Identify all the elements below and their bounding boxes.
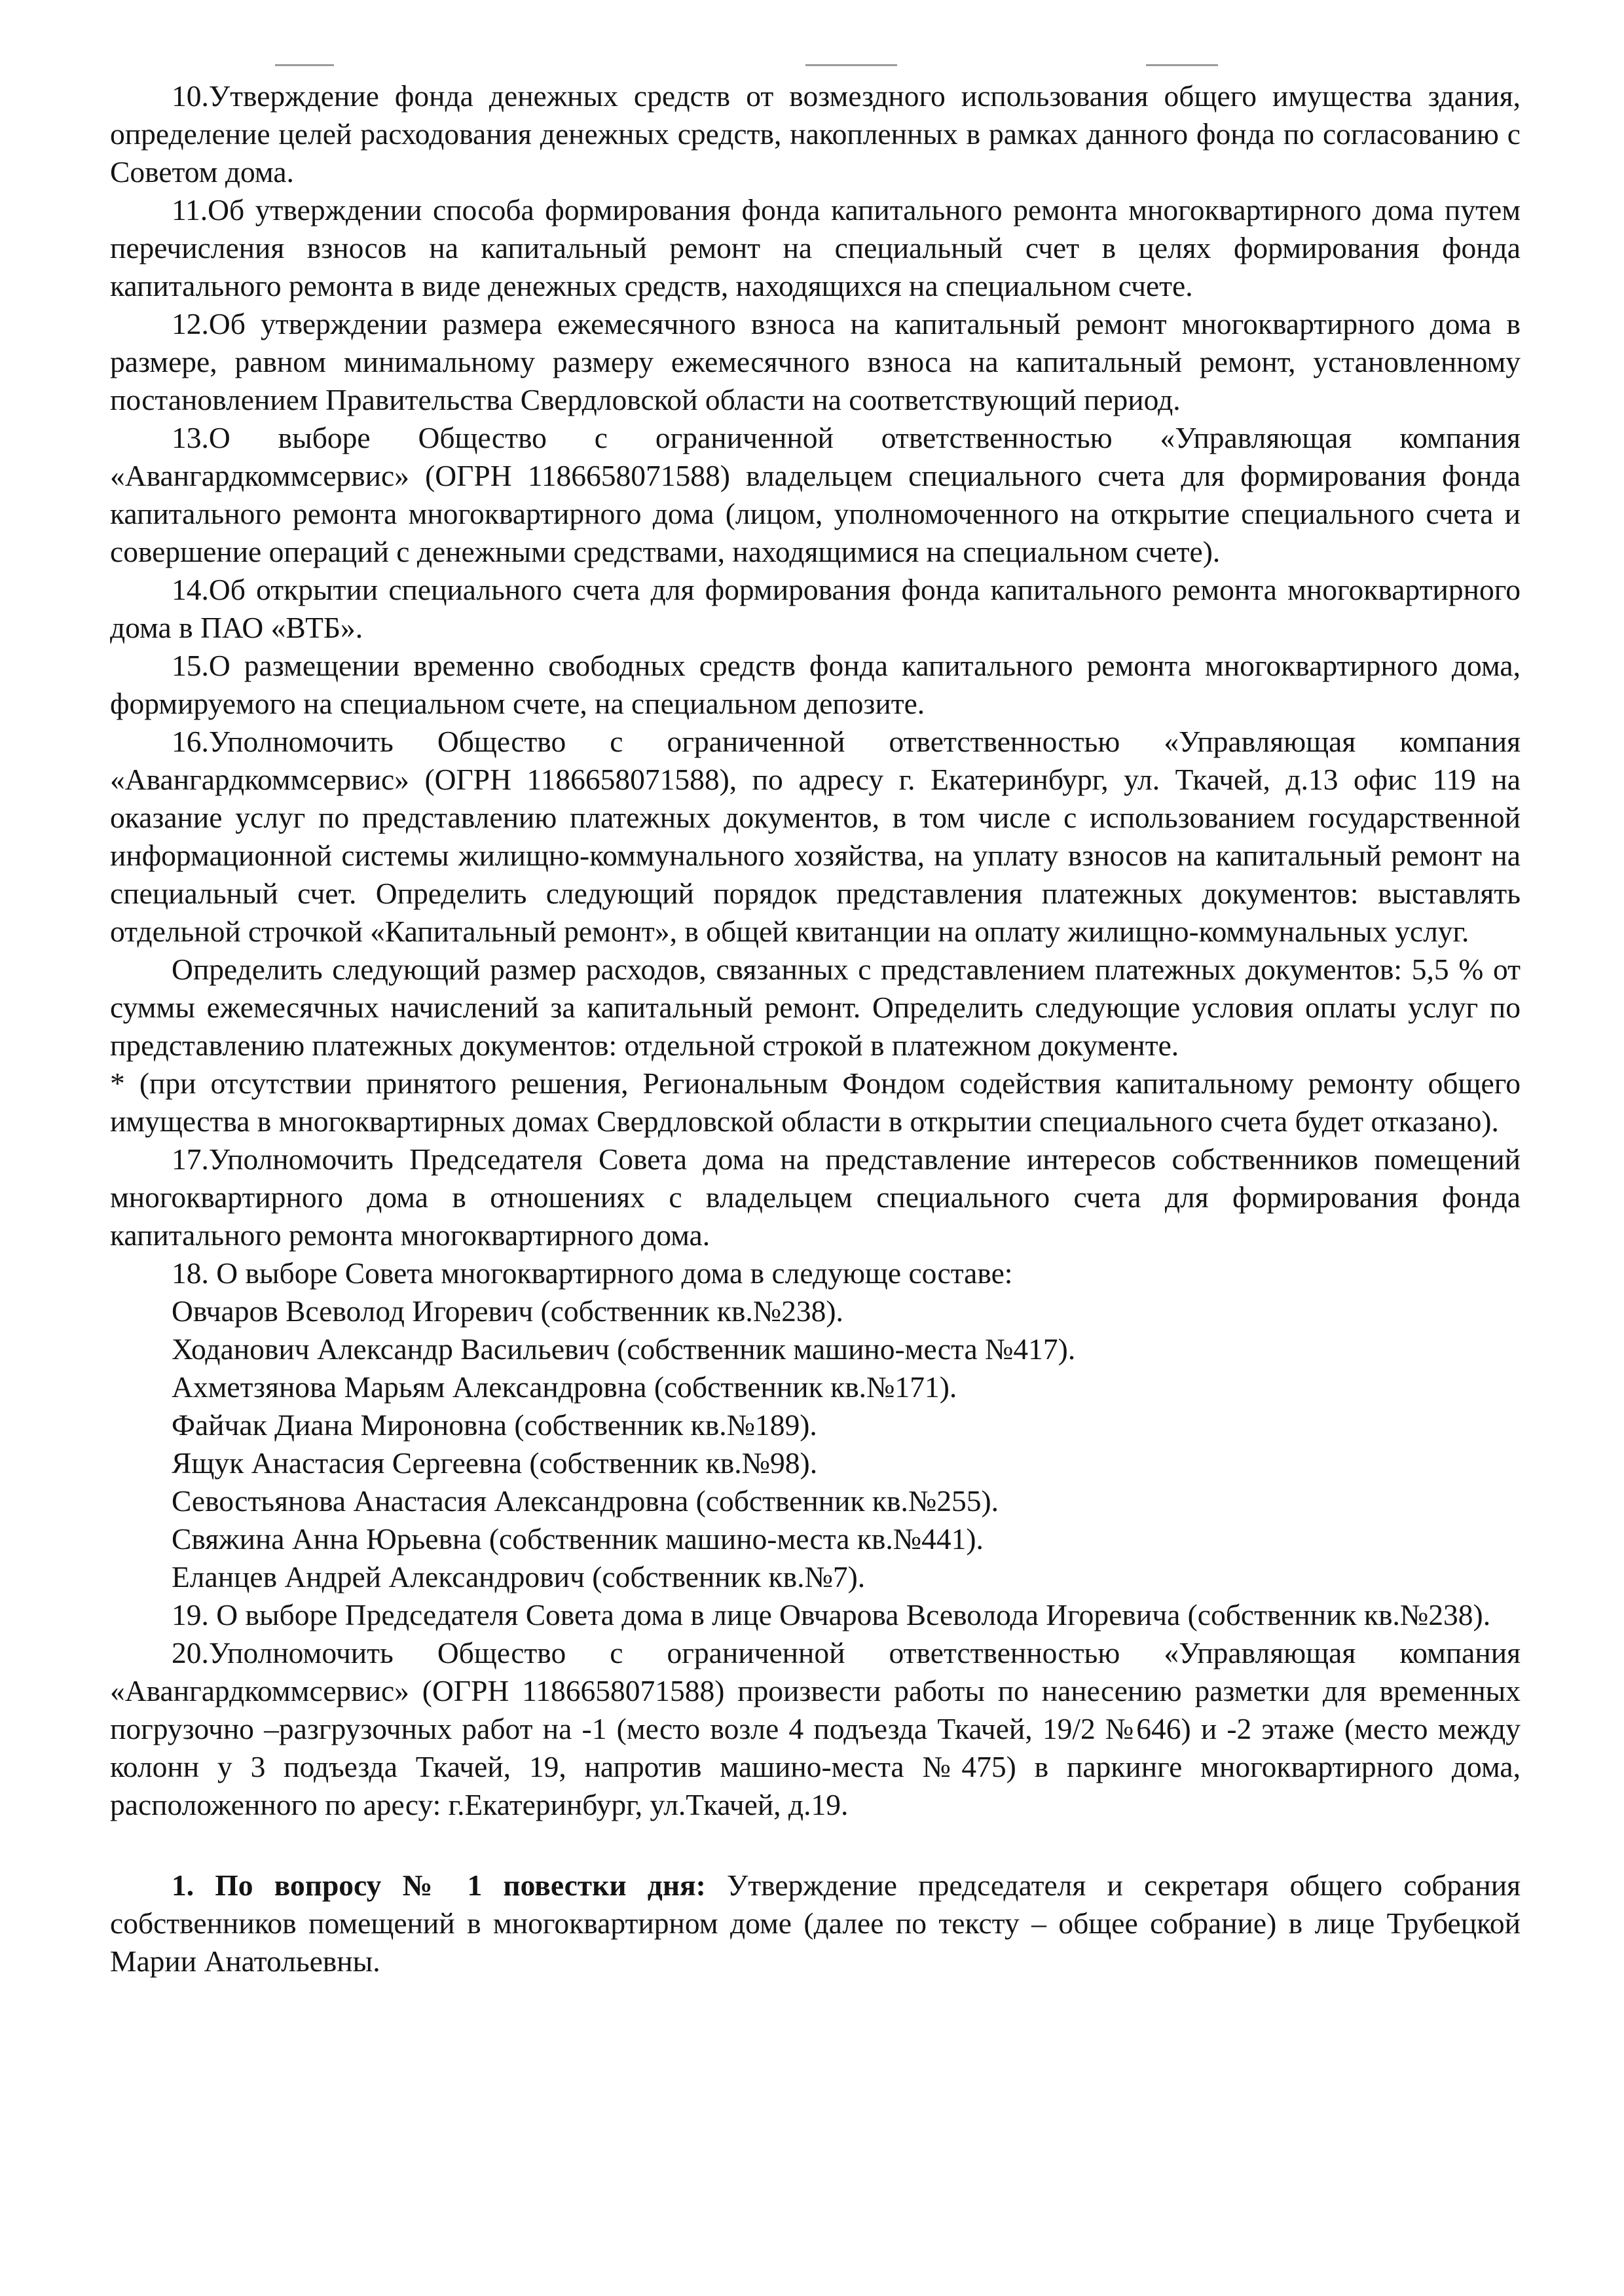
scan-artifact-line — [805, 64, 897, 66]
agenda-item-10: 10.Утверждение фонда денежных средств от возмездного использования общего имущества здания, определение целей расходования денежных средств, накопленных в рамках данного фонда по согласованию с Советом дома. — [110, 79, 1521, 189]
scan-artifact-line — [275, 64, 334, 66]
agenda-item-18: 18. О выборе Совета многоквартирного дома в следующе составе: — [172, 1256, 1013, 1290]
agenda-item-14: 14.Об открытии специального счета для формирования фонда капитального ремонта многоквартирного дома в ПАО «ВТБ». — [110, 573, 1521, 644]
council-member: Ходанович Александр Васильевич (собственник машино-места №417). — [172, 1332, 1076, 1366]
agenda-item-17: 17.Уполномочить Председателя Совета дома на представление интересов собственников помещений многоквартирного дома в отношениях с владельцем специального счета для формирования фонда капитального ремонта многоквартирного дома. — [110, 1142, 1521, 1252]
question-1-section — [110, 1867, 1521, 1980]
council-member: Файчак Диана Мироновна (собственник кв.№189). — [172, 1408, 817, 1442]
council-members-list — [110, 1292, 1521, 1596]
council-member: Еланцев Андрей Александрович (собственник кв.№7). — [172, 1560, 866, 1594]
agenda-item-11: 11.Об утверждении способа формирования фонда капитального ремонта многоквартирного дома путем перечисления взносов на капитальный ремонт на специальный счет в целях формирования фонда капитального ремонта в виде денежных средств, находящихся на специальном счете. — [110, 193, 1521, 302]
council-member: Ахметзянова Марьям Александровна (собственник кв.№171). — [172, 1370, 957, 1404]
scan-artifact-line — [1146, 64, 1218, 66]
question-1-heading: 1. По вопросу № 1 повестки дня: — [172, 1868, 728, 1902]
agenda-item-16-expenses: Определить следующий размер расходов, связанных с представлением платежных документов: 5,5 % от суммы ежемесячных начислений за капитальный ремонт. Определить следующие условия оплаты услуг по представлению платежных документов: отдельной строкой в платежном документе. — [110, 953, 1521, 1062]
agenda-item-12: 12.Об утверждении размера ежемесячного взноса на капитальный ремонт многоквартирного дома в размере, равном минимальному размеру ежемесячного взноса на капитальный ремонт, установленному постановлением Правительства Свердловской области на соответствующий период. — [110, 307, 1521, 416]
question-1-text: Утверждение председателя и секретаря общего собрания собственников помещений в многоквартирном доме (далее по тексту – общее собрание) в лице Трубецкой Марии Анатольевны. — [110, 1868, 1521, 1978]
council-member: Ящук Анастасия Сергеевна (собственник кв.№98). — [172, 1446, 818, 1480]
document-body — [110, 77, 1521, 1980]
agenda-item-13: 13.О выборе Общество с ограниченной ответственностью «Управляющая компания «Авангардкоммсервис» (ОГРН 1186658071588) владельцем специального счета для формирования фонда капитального ремонта многоквартирного дома (лицом, уполномоченного на открытие специального счета и совершение операций с денежными средствами, находящимися на специальном счете). — [110, 421, 1521, 568]
agenda-item-19: 19. О выборе Председателя Совета дома в лице Овчарова Всеволода Игоревича (собственник кв.№238). — [172, 1598, 1491, 1631]
agenda-item-16-footnote: * (при отсутствии принятого решения, Региональным Фондом содействия капитальному ремонту общего имущества в многоквартирных домах Свердловской области в открытии специального счета будет отказано). — [110, 1066, 1521, 1138]
agenda-item-16: 16.Уполномочить Общество с ограниченной ответственностью «Управляющая компания «Авангардкоммсервис» (ОГРН 1186658071588), по адресу г. Екатеринбург, ул. Ткачей, д.13 офис 119 на оказание услуг по представлению платежных документов, в том числе с использованием государственной информационной системы жилищно-коммунального хозяйства, на уплату взносов на капитальный ремонт на специальный счет. Определить следующий порядок представления платежных документов: выставлять отдельной строчкой «Капитальный ремонт», в общей квитанции на оплату жилищно-коммунальных услуг. — [110, 725, 1521, 948]
agenda-item-15: 15.О размещении временно свободных средств фонда капитального ремонта многоквартирного дома, формируемого на специальном счете, на специальном депозите. — [110, 649, 1521, 720]
council-member: Свяжина Анна Юрьевна (собственник машино-места кв.№441). — [172, 1522, 984, 1556]
council-member: Овчаров Всеволод Игоревич (собственник кв.№238). — [172, 1294, 843, 1328]
council-member: Севостьянова Анастасия Александровна (собственник кв.№255). — [172, 1484, 999, 1518]
agenda-item-20: 20.Уполномочить Общество с ограниченной ответственностью «Управляющая компания «Авангардкоммсервис» (ОГРН 1186658071588) произвести работы по нанесению разметки для временных погрузочно –разгрузочных работ на -1 (место возле 4 подъезда Ткачей, 19/2 №646) и -2 этаже (место между колонн у 3 подъезда Ткачей, 19, напротив машино-места №475) в паркинге многоквартирного дома, расположенного по аресу: г.Екатеринбург, ул.Ткачей, д.19. — [110, 1636, 1521, 1821]
